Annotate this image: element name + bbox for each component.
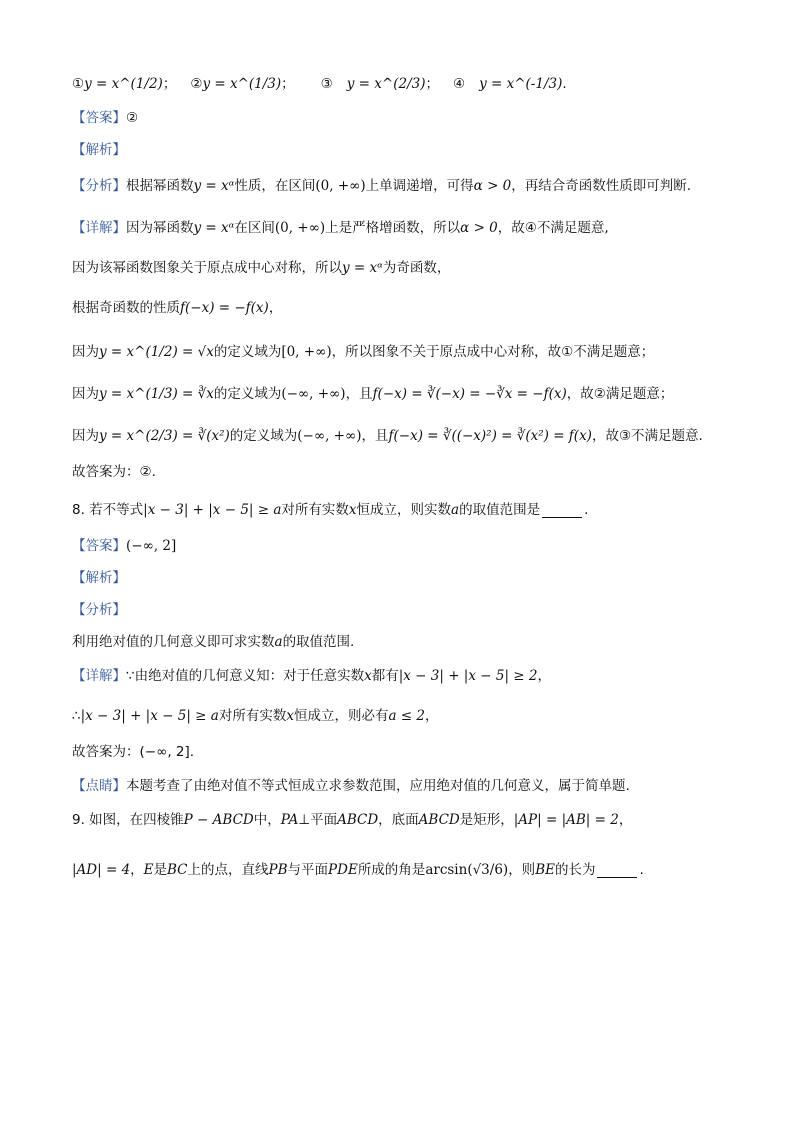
detail-math-3: α > 0 <box>460 220 498 236</box>
l5-math-3: f(−x) = ∛(−x) = −∛x = −f(x) <box>372 386 567 402</box>
q9l2-text-8: . <box>639 862 644 878</box>
detail-text-4: ，故④不满足题意, <box>497 220 609 236</box>
q9l2-math-6: arcsin(√3/6) <box>425 862 509 878</box>
q8-stem <box>72 500 588 520</box>
fenxi-text-3: 上单调递增，可得 <box>365 178 474 194</box>
q8d-text-3: ， <box>537 668 551 684</box>
q9-math-3: ABCD <box>337 812 379 828</box>
q8d-text-1: ∵由绝对值的几何意义知：对于任意实数 <box>126 668 365 684</box>
opt-4-label: ④ <box>452 76 466 92</box>
q7-final-text: 故答案为：②. <box>72 464 156 480</box>
q8l2-text-2: 对所有实数 <box>218 708 287 724</box>
comment-text: 本题考查了由绝对值不等式恒成立求参数范围，应用绝对值的几何意义，属于简单题. <box>126 778 630 794</box>
q8f-text-1: 利用绝对值的几何意义即可求实数 <box>72 634 275 650</box>
opt-2-label: ② <box>190 76 203 92</box>
q9-text-2: 中， <box>253 812 281 828</box>
fenxi-text-2: 性质，在区间 <box>234 178 316 194</box>
l4-text-2: 的定义域为 <box>213 344 282 360</box>
l5-text-2: 的定义域为 <box>213 386 282 402</box>
q9-math-5: |AP| = |AB| = 2 <box>513 812 619 828</box>
q8f-text-2: 的取值范围. <box>282 634 355 650</box>
opt-2-sep: ； <box>281 76 295 92</box>
answer-value: ② <box>126 110 139 126</box>
q9l2-text-2: 是 <box>153 862 168 878</box>
l5-text-3: ，且 <box>345 386 373 402</box>
opt-1-expr: y = x^(1/2) <box>84 76 163 92</box>
q9l2-math-2: E <box>143 862 154 878</box>
l6-text-1: 因为 <box>72 428 99 444</box>
l4-text-1: 因为 <box>72 344 99 360</box>
q8l2-math-1: |x − 3| + |x − 5| ≥ a <box>80 708 219 724</box>
fenxi-text-4: ，再结合奇函数性质即可判断. <box>511 178 692 194</box>
q9-text-5: 是矩形， <box>459 812 514 828</box>
l2-text-1: 因为该幂函数图象关于原点成中心对称，所以 <box>72 260 342 276</box>
opt-4-sep: . <box>562 76 567 92</box>
q8l2-text-1: ∴ <box>72 708 81 724</box>
l4-text-3: ，所以图象不关于原点成中心对称，故①不满足题意； <box>331 344 655 360</box>
q8d-math-1: x <box>364 668 372 684</box>
q8l2-text-3: 恒成立，则必有 <box>293 708 389 724</box>
q7-line-5 <box>72 384 673 404</box>
q9-text-6: ， <box>618 812 633 828</box>
detail-text-2: 在区间 <box>234 220 275 236</box>
l5-text-1: 因为 <box>72 386 99 402</box>
opt-3-sep: ； <box>425 76 439 92</box>
q9l2-text-7: 的长为 <box>554 862 596 878</box>
q9-math-4: ABCD <box>418 812 460 828</box>
q8-answer-value: (−∞, 2] <box>126 538 177 554</box>
q8-final <box>72 742 194 762</box>
q7-jiexi <box>72 140 126 160</box>
q9-text-3: ⊥平面 <box>298 812 338 828</box>
l5-math-1: y = x^(1/3) = ∛x <box>99 386 214 402</box>
opt-1-sep: ； <box>162 76 177 92</box>
q8-detail-tag: 【详解】 <box>72 668 126 684</box>
q8-answer-tag: 【答案】 <box>72 538 126 554</box>
q8-comment <box>72 776 630 796</box>
q7-final <box>72 462 156 482</box>
opt-3-label: ③ <box>320 76 333 92</box>
q8-math-1: |x − 3| + |x − 5| ≥ a <box>143 502 282 518</box>
q7-options <box>72 74 567 94</box>
detail-tag: 【详解】 <box>72 220 126 236</box>
q8-jiexi <box>72 568 126 588</box>
detail-text-3: 上是严格增函数，所以 <box>325 220 461 236</box>
l6-math-3: f(−x) = ∛((−x)²) = ∛(x²) = f(x) <box>388 428 592 444</box>
q8-fenxi-text <box>72 632 354 652</box>
q8d-text-2: 都有 <box>371 668 399 684</box>
q8-jiexi-tag: 【解析】 <box>72 570 126 586</box>
q8d-math-2: |x − 3| + |x − 5| ≥ 2 <box>398 668 538 684</box>
q7-line-6 <box>72 426 703 446</box>
answer-blank <box>542 503 582 518</box>
q7-line-2 <box>72 258 450 278</box>
opt-3-expr: y = x^(2/3) <box>346 76 426 92</box>
q9l2-text-6: ，则 <box>508 862 536 878</box>
q8f-math-1: a <box>274 634 283 650</box>
l6-text-4: ，故③不满足题意. <box>591 428 703 444</box>
opt-4-expr: y = x^(-1/3) <box>479 76 563 92</box>
q8-line-2 <box>72 706 439 726</box>
detail-text-1: 因为幂函数 <box>126 220 194 236</box>
opt-2-expr: y = x^(1/3) <box>202 76 282 92</box>
l4-math-2: [0, +∞) <box>281 344 332 360</box>
q9-text-4: ，底面 <box>378 812 419 828</box>
answer-tag: 【答案】 <box>72 110 126 126</box>
q8-final-text: 故答案为：(−∞, 2]. <box>72 744 195 760</box>
detail-math-1: y = xᵅ <box>193 220 235 236</box>
q9-text-1: 9. 如图，在四棱锥 <box>72 812 184 828</box>
q9l2-math-7: BE <box>535 862 555 878</box>
q8-text-5: . <box>584 502 589 518</box>
q8-fenxi <box>72 600 126 620</box>
l2-math-1: y = xᵅ <box>342 260 383 276</box>
l3-text-1: 根据奇函数的性质 <box>72 300 180 316</box>
q7-line-4 <box>72 342 654 362</box>
q7-answer <box>72 108 138 128</box>
q7-detail <box>72 218 609 238</box>
fenxi-math-2: (0, +∞) <box>315 178 366 194</box>
detail-math-2: (0, +∞) <box>274 220 326 236</box>
fenxi-tag: 【分析】 <box>72 178 126 194</box>
q9-answer-blank <box>597 863 637 878</box>
fenxi-math-3: α > 0 <box>473 178 512 194</box>
q9-line-2 <box>72 860 644 880</box>
q8-math-2: x <box>348 502 357 518</box>
l6-math-1: y = x^(2/3) = ∛(x²) <box>99 428 230 444</box>
q8-text-2: 对所有实数 <box>281 502 349 518</box>
q8-text-3: 恒成立，则实数 <box>356 502 452 518</box>
l5-text-4: ，故②满足题意； <box>566 386 674 402</box>
q7-line-3 <box>72 298 282 318</box>
q9l2-math-3: BC <box>167 862 188 878</box>
l6-text-2: 的定义域为 <box>229 428 298 444</box>
q7-fenxi <box>72 176 691 196</box>
q8l2-text-4: ， <box>425 708 439 724</box>
q8-answer <box>72 536 176 556</box>
jiexi-tag: 【解析】 <box>72 142 126 158</box>
q9l2-text-4: 与平面 <box>287 862 329 878</box>
l3-math-1: f(−x) = −f(x) <box>180 300 269 316</box>
fenxi-math-1: y = xᵅ <box>193 178 235 194</box>
q9l2-text-1: ， <box>130 862 144 878</box>
q9l2-text-3: 上的点，直线 <box>187 862 269 878</box>
q8-text-4: 的取值范围是 <box>459 502 541 518</box>
q8-math-3: a <box>451 502 460 518</box>
l6-text-3: ，且 <box>361 428 389 444</box>
q8-text-1: 8. 若不等式 <box>72 502 144 518</box>
q9-math-2: PA <box>280 812 299 828</box>
l2-text-2: 为奇函数， <box>382 260 451 276</box>
opt-1-label: ① <box>72 76 85 92</box>
q8l2-math-3: a ≤ 2 <box>388 708 425 724</box>
q8-fenxi-tag: 【分析】 <box>72 602 126 618</box>
fenxi-text-1: 根据幂函数 <box>126 178 194 194</box>
q9-math-1: P − ABCD <box>183 812 254 828</box>
q9-line-1 <box>72 810 632 830</box>
q9l2-math-5: PDE <box>328 862 358 878</box>
q9l2-math-1: |AD| = 4 <box>72 862 131 878</box>
comment-tag: 【点睛】 <box>72 778 126 794</box>
l5-math-2: (−∞, +∞) <box>281 386 346 402</box>
q9l2-math-4: PB <box>268 862 288 878</box>
q8-detail <box>72 666 551 686</box>
l6-math-2: (−∞, +∞) <box>297 428 362 444</box>
l3-text-2: ， <box>268 300 283 316</box>
q8l2-math-2: x <box>286 708 294 724</box>
l4-math-1: y = x^(1/2) = √x <box>99 344 214 360</box>
q9l2-text-5: 所成的角是 <box>357 862 426 878</box>
